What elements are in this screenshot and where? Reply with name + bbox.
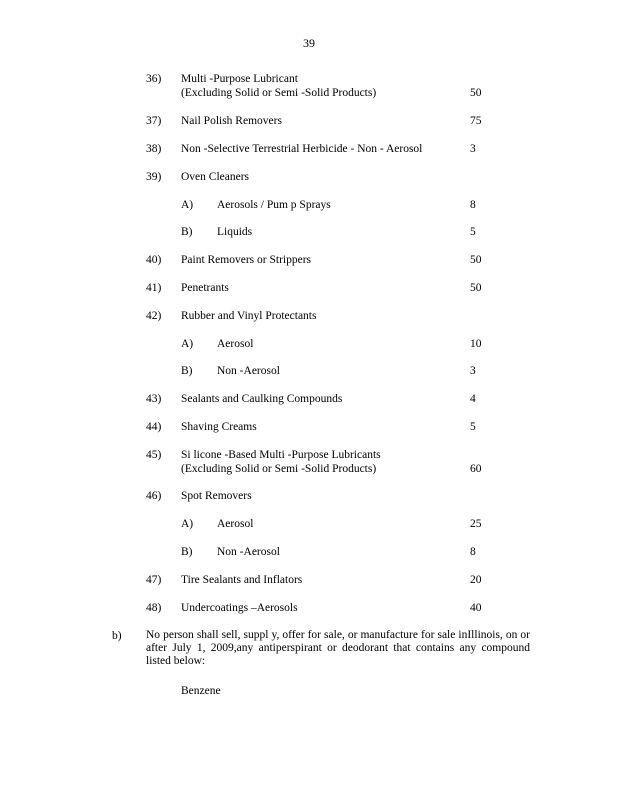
- sub-item-letter: B): [181, 546, 193, 558]
- item-label: Nail Polish Removers: [181, 115, 282, 127]
- compound-name: Benzene: [181, 685, 221, 697]
- sub-item-label: Aerosol: [217, 518, 254, 530]
- item-number: 40): [146, 254, 162, 266]
- item-label: Oven Cleaners: [181, 171, 250, 183]
- item-value: 50: [470, 254, 482, 266]
- page-number: 39: [303, 36, 315, 50]
- sub-item-letter: A): [181, 338, 194, 350]
- sub-item-label: Aerosol: [217, 338, 254, 350]
- sub-item-value: 25: [470, 518, 482, 530]
- sub-item-letter: B): [181, 226, 193, 238]
- item-value: 50: [470, 282, 482, 294]
- item-label: Rubber and Vinyl Protectants: [181, 310, 317, 322]
- item-number: 39): [146, 171, 162, 183]
- item-value: 3: [470, 143, 476, 155]
- item-value: 40: [470, 602, 482, 614]
- sub-item-value: 5: [470, 226, 476, 238]
- sub-item-letter: B): [181, 365, 193, 377]
- item-label: Non -Selective Terrestrial Herbicide - Non - Aerosol: [181, 143, 423, 155]
- item-value: 60: [470, 463, 482, 475]
- paragraph-text: No person shall sell, suppl y, offer for sale, or manufacture for sale inIllinois, on or after July 1, 2009,any antiperspirant or deodorant that contains any compound listed below:: [146, 629, 530, 667]
- item-label: Shaving Creams: [181, 421, 257, 433]
- item-label-line2: (Excluding Solid or Semi -Solid Products): [181, 87, 377, 99]
- item-label: Undercoatings –Aerosols: [181, 602, 298, 614]
- item-label: Paint Removers or Strippers: [181, 254, 311, 266]
- item-number: 36): [146, 73, 162, 85]
- item-value: 20: [470, 574, 482, 586]
- item-label: Si licone -Based Multi -Purpose Lubricants: [181, 449, 381, 461]
- item-value: 75: [470, 115, 482, 127]
- sub-item-value: 8: [470, 546, 476, 558]
- sub-item-letter: A): [181, 199, 194, 211]
- paragraph-letter: b): [112, 630, 122, 642]
- item-number: 46): [146, 490, 162, 502]
- item-value: 4: [470, 393, 476, 405]
- item-number: 37): [146, 115, 162, 127]
- sub-item-letter: A): [181, 518, 194, 530]
- item-label: Multi -Purpose Lubricant: [181, 73, 298, 85]
- sub-item-label: Aerosols / Pum p Sprays: [217, 199, 331, 211]
- item-label: Tire Sealants and Inflators: [181, 574, 303, 586]
- item-value: 50: [470, 87, 482, 99]
- item-number: 43): [146, 393, 162, 405]
- sub-item-value: 8: [470, 199, 476, 211]
- sub-item-label: Non -Aerosol: [217, 365, 280, 377]
- sub-item-label: Non -Aerosol: [217, 546, 280, 558]
- item-number: 41): [146, 282, 162, 294]
- item-number: 44): [146, 421, 162, 433]
- item-label: Penetrants: [181, 282, 229, 294]
- sub-item-value: 3: [470, 365, 476, 377]
- sub-item-value: 10: [470, 338, 482, 350]
- item-label-line2: (Excluding Solid or Semi -Solid Products): [181, 463, 377, 475]
- item-label: Sealants and Caulking Compounds: [181, 393, 343, 405]
- sub-item-label: Liquids: [217, 226, 253, 238]
- item-number: 45): [146, 449, 162, 461]
- item-number: 48): [146, 602, 162, 614]
- item-number: 38): [146, 143, 162, 155]
- item-number: 47): [146, 574, 162, 586]
- item-value: 5: [470, 421, 476, 433]
- item-label: Spot Removers: [181, 490, 252, 502]
- item-number: 42): [146, 310, 162, 322]
